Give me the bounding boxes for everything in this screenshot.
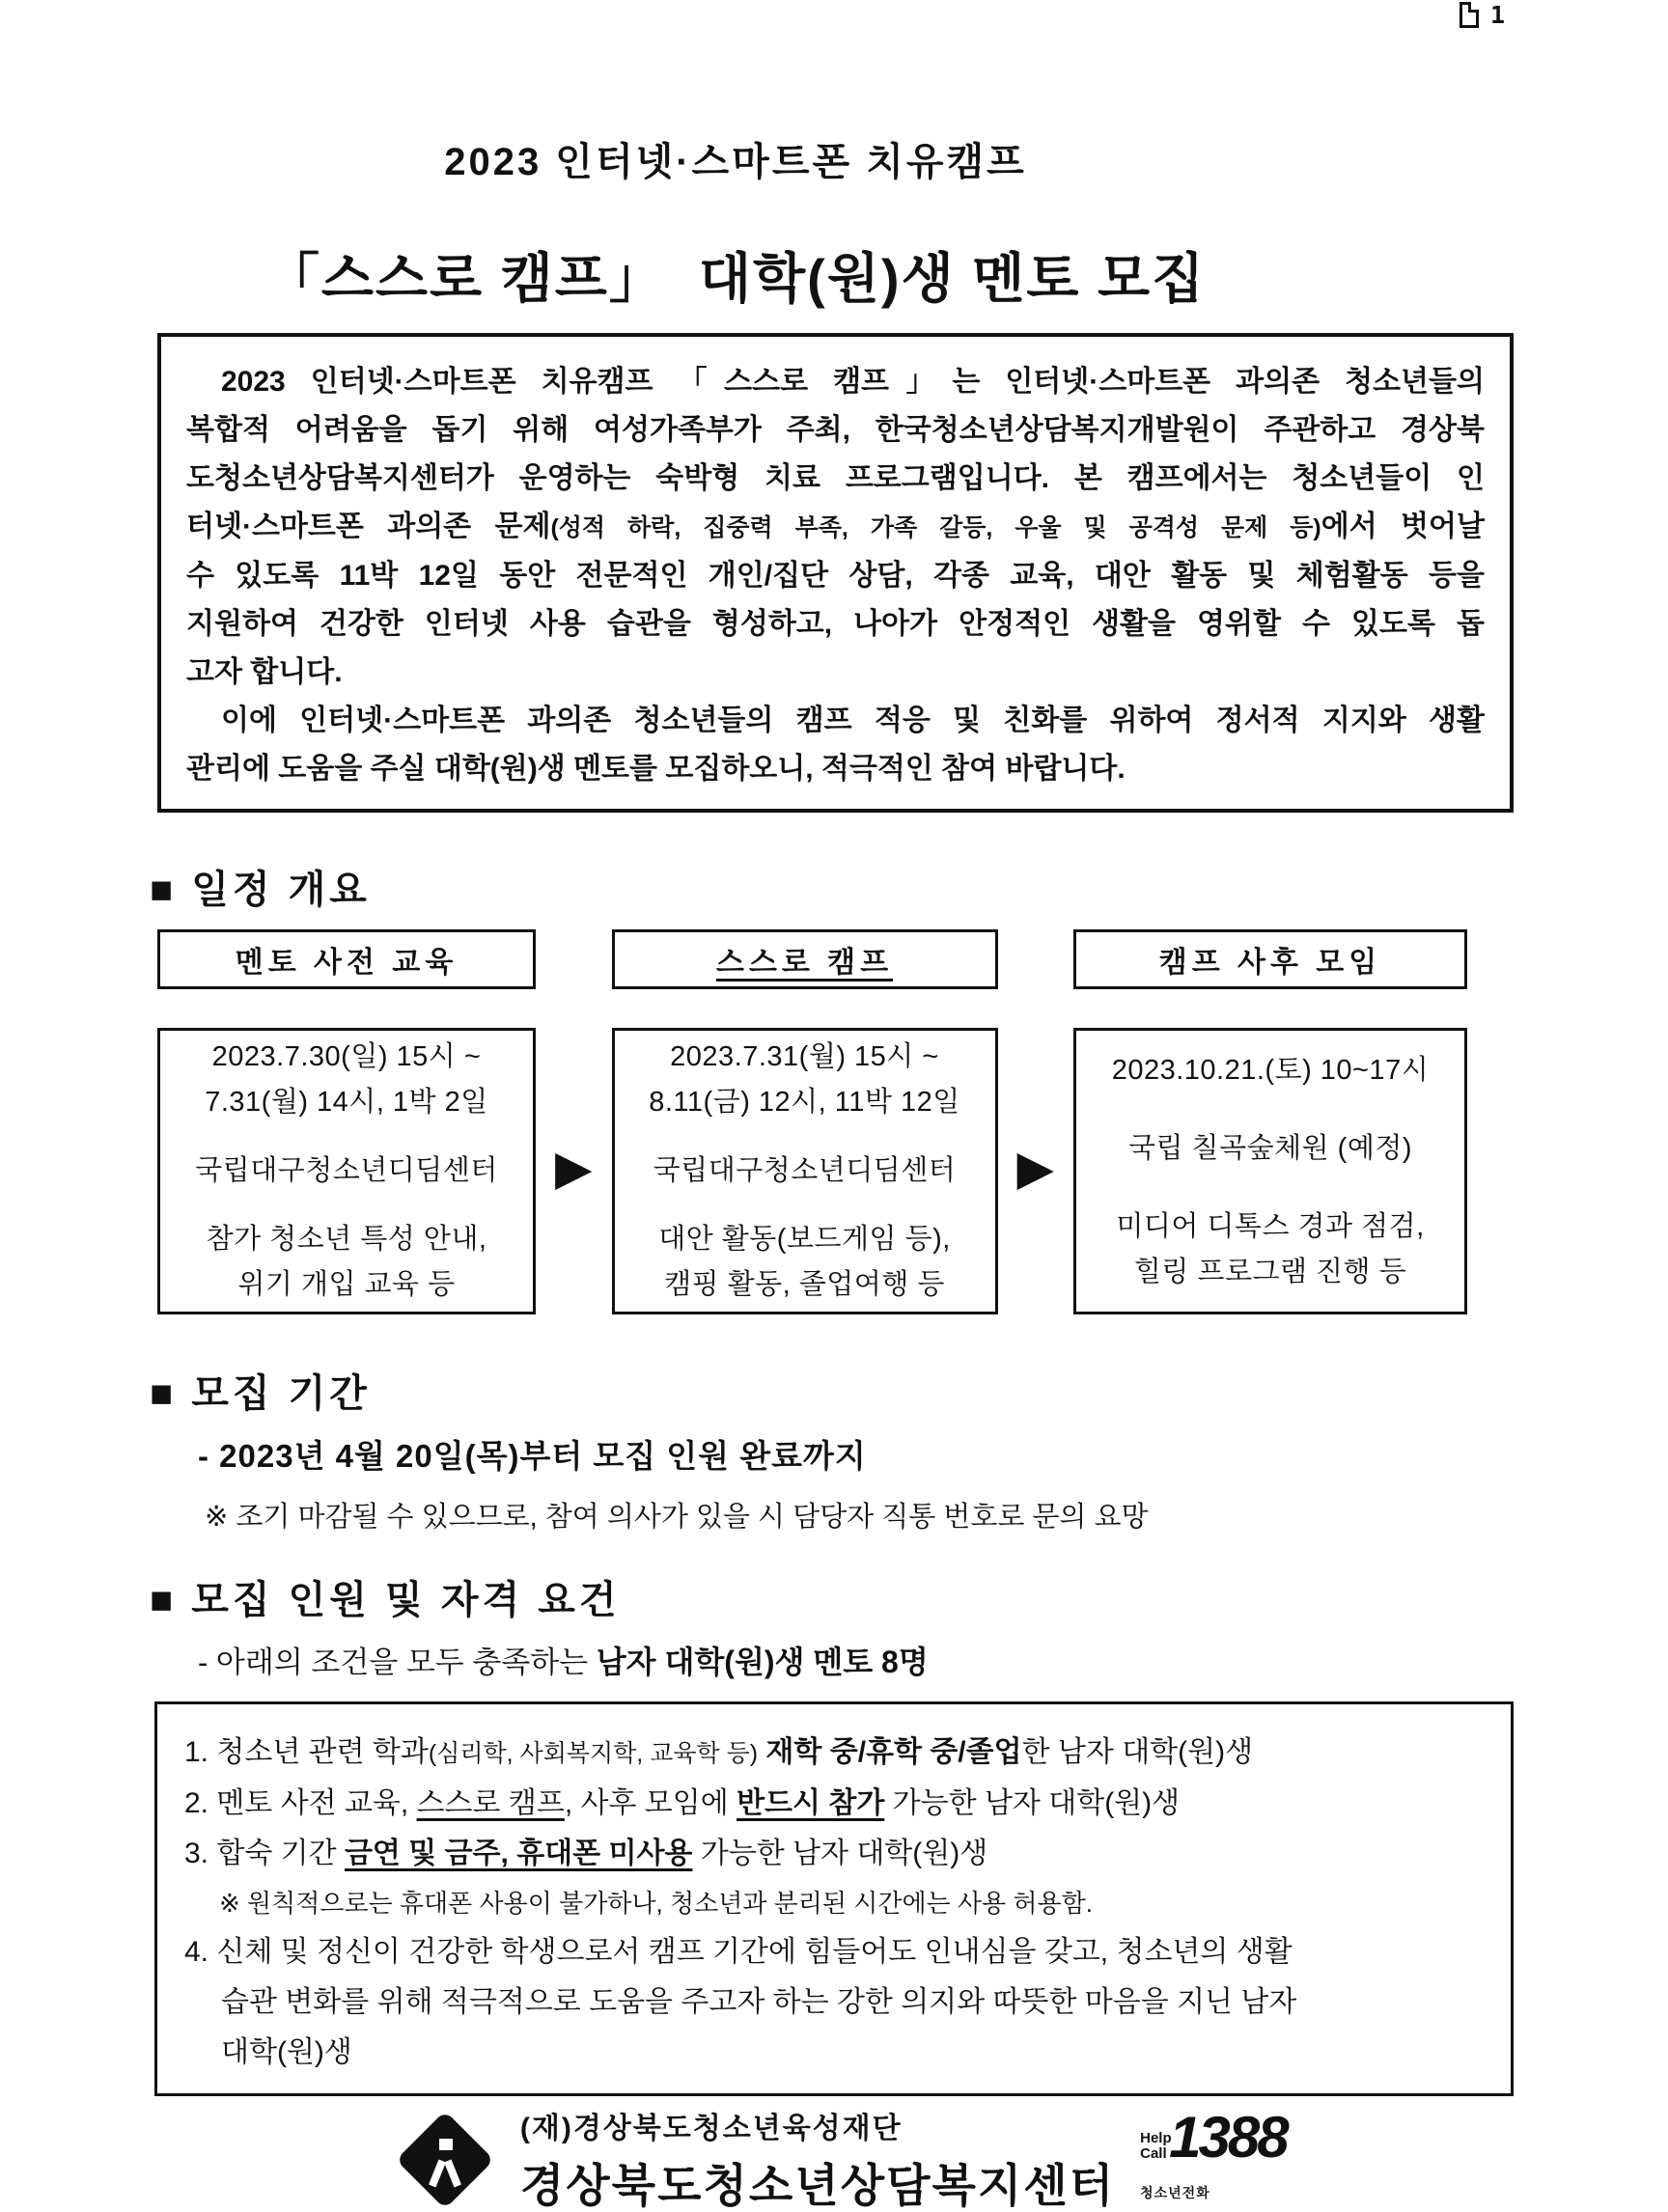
requirements-box	[154, 1701, 1514, 2096]
schedule-col1-venue: 국립대구청소년디딤센터	[195, 1155, 498, 1186]
schedule-col2-venue: 국립대구청소년디딤센터	[653, 1155, 957, 1186]
page-number: 1	[1490, 1, 1506, 29]
hotline-help: Help	[1140, 2129, 1172, 2146]
schedule-col1-date2: 7.31(월) 14시, 1박 2일	[205, 1087, 488, 1118]
hotline-call: Call	[1140, 2144, 1167, 2162]
arrow-right-icon	[998, 929, 1074, 1195]
intro-line: 관리에 도움을 주실 대학(원)생 멘토를 모집하오니, 적극적인 참여 바랍니다.	[186, 753, 1126, 785]
intro-line4-post: 에서 벗어날	[1320, 511, 1485, 542]
requirement-item-3	[184, 1829, 1484, 1879]
period-line: - 2023년 4월 20일(목)부터 모집 인원 완료까지	[198, 1438, 867, 1474]
req2-bold: 반드시 참가	[737, 1787, 885, 1819]
req1-paren: (심리학, 사회복지학, 교육학 등)	[428, 1740, 759, 1767]
req2-mid: , 사후 모임에	[564, 1787, 737, 1819]
req1-post: 한 남자 대학(원)생	[1021, 1736, 1254, 1768]
qualification-intro-line	[198, 1638, 929, 1682]
intro-line: 복합적 어려움을 돕기 위해 여성가족부가 주최, 한국청소년상담복지개발원이 주관하고 경상북	[186, 414, 1485, 446]
hotline-label: 청소년전화	[1140, 2184, 1210, 2200]
requirement-item-2	[184, 1779, 1484, 1829]
schedule-col2-title-box	[612, 929, 998, 989]
document-icon	[1460, 2, 1479, 28]
footer-org-block	[520, 2104, 1115, 2212]
section-heading-period: ■ 모집 기간	[150, 1372, 371, 1415]
doc-subtitle: 2023 인터넷·스마트폰 치유캠프	[444, 141, 1027, 183]
schedule-col1-title-box	[157, 929, 536, 989]
req3-pre: 3. 합숙 기간	[184, 1838, 345, 1869]
schedule-col2-desc2: 캠핑 활동, 졸업여행 등	[664, 1269, 945, 1300]
requirement-item-4-line3: 대학(원)생	[221, 2036, 352, 2068]
requirement-item-4-line1: 4. 신체 및 정신이 건강한 학생으로서 캠프 기간에 힘들어도 인내심을 갖고, 청소년의 생활	[184, 1936, 1293, 1968]
req2-underline: 스스로 캠프	[416, 1787, 565, 1819]
intro-line4-paren: (성적 하락, 집중력 부족, 가족 갈등, 우울 및 공격성 문제 등)	[550, 514, 1321, 541]
schedule-col3-desc2: 힐링 프로그램 진행 등	[1133, 1256, 1407, 1287]
arrow-right-icon	[536, 929, 612, 1195]
intro-box	[157, 333, 1514, 813]
qualification-intro-bold: 남자 대학(원)생 멘토 8명	[596, 1645, 929, 1679]
requirement-item-3-note: ※ 원칙적으로는 휴대폰 사용이 불가하나, 청소년과 분리된 시간에는 사용 허용함.	[219, 1889, 1093, 1918]
schedule-col3-title-box	[1073, 929, 1467, 989]
schedule-col-pre-education	[157, 929, 536, 1314]
schedule-col1-desc2: 위기 개입 교육 등	[237, 1269, 456, 1300]
intro-line: 지원하여 건강한 인터넷 사용 습관을 형성하고, 나아가 안정적인 생활을 영위할 수 있도록 돕	[186, 608, 1485, 640]
page-indicator	[1460, 2, 1505, 28]
req3-post: 가능한 남자 대학(원)생	[692, 1838, 988, 1869]
req1-pre: 1. 청소년 관련 학과	[184, 1736, 429, 1768]
schedule-col3-desc1: 미디어 디톡스 경과 점검,	[1116, 1210, 1425, 1242]
req3-bold: 금연 및 금주, 휴대폰 미사용	[344, 1838, 693, 1869]
intro-line	[186, 503, 1485, 552]
doc-title: 「스스로 캠프」 대학(원)생 멘토 모집	[264, 248, 1207, 309]
arrow-glyph: ▶	[1016, 1141, 1054, 1195]
schedule-col2-date2: 8.11(금) 12시, 11박 12일	[649, 1087, 960, 1118]
intro-line: 이에 인터넷·스마트폰 과의존 청소년들의 캠프 적응 및 친화를 위하여 정서적 지지와 생활	[221, 705, 1485, 736]
intro-line: 고자 합니다.	[186, 656, 343, 688]
schedule-col2-title: 스스로 캠프	[715, 947, 894, 979]
section-heading-schedule: ■ 일정 개요	[150, 869, 371, 911]
schedule-col3-title: 캠프 사후 모임	[1158, 947, 1382, 979]
intro-line4-pre: 터넷·스마트폰 과의존 문제	[186, 511, 551, 542]
req2-pre: 2. 멘토 사전 교육,	[184, 1787, 417, 1819]
req1-bold: 재학 중/휴학 중/졸업	[758, 1736, 1022, 1768]
title-block	[0, 97, 1471, 348]
schedule-col1-date1: 2023.7.30(일) 15시 ~	[211, 1041, 482, 1072]
schedule-col1-desc1: 참가 청소년 특성 안내,	[206, 1224, 487, 1255]
section-heading-qualification: ■ 모집 인원 및 자격 요건	[150, 1579, 621, 1621]
intro-line: 수 있도록 11박 12일 동안 전문적인 개인/집단 상담, 각종 교육, 대안 활동 및 체험활동 등을	[186, 560, 1485, 592]
requirement-item-4-line2: 습관 변화를 위해 적극적으로 도움을 주고자 하는 강한 의지와 따뜻한 마음을 지닌 남자	[221, 1986, 1297, 2018]
footer	[0, 2104, 1668, 2212]
period-note: ※ 조기 마감될 수 있으므로, 참여 의사가 있을 시 담당자 직통 번호로 문의 요망	[205, 1502, 1149, 1533]
schedule-col2-desc1: 대안 활동(보드게임 등),	[658, 1224, 951, 1255]
diamond-shape	[396, 2111, 494, 2209]
logo-mark	[439, 2139, 453, 2150]
foundation-logo-icon	[395, 2110, 495, 2210]
intro-line: 2023 인터넷·스마트폰 치유캠프 「스스로 캠프」는 인터넷·스마트폰 과의존 청소년들의	[221, 366, 1485, 398]
hotline-1388-logo	[1140, 2104, 1287, 2206]
arrow-glyph: ▶	[555, 1141, 593, 1195]
schedule-col1-detail-box	[157, 1028, 536, 1314]
hotline-number: 1388	[1169, 2104, 1287, 2170]
schedule-col-after-meeting	[1073, 929, 1467, 1314]
schedule-grid	[157, 929, 1467, 1314]
qualification-intro-pre: - 아래의 조건을 모두 충족하는	[198, 1645, 597, 1679]
schedule-col3-date1: 2023.10.21.(토) 10~17시	[1111, 1054, 1430, 1086]
schedule-col3-detail-box	[1073, 1028, 1467, 1314]
schedule-col2-detail-box	[612, 1028, 998, 1314]
req2-post: 가능한 남자 대학(원)생	[884, 1787, 1181, 1819]
hotline-help-call-text	[1140, 2131, 1172, 2162]
footer-org-parent: (재)경상북도청소년육성재단	[519, 2113, 903, 2144]
schedule-col1-title: 멘토 사전 교육	[235, 947, 459, 979]
intro-line: 도청소년상담복지센터가 운영하는 숙박형 치료 프로그램입니다. 본 캠프에서는 청소년들이 인	[186, 462, 1485, 494]
footer-org-name: 경상북도청소년상담복지센터	[519, 2160, 1116, 2211]
schedule-col2-date1: 2023.7.31(월) 15시 ~	[670, 1041, 939, 1072]
requirement-item-1	[184, 1728, 1484, 1779]
schedule-col3-venue: 국립 칠곡숲체원 (예정)	[1127, 1132, 1413, 1164]
schedule-col-camp	[612, 929, 998, 1314]
